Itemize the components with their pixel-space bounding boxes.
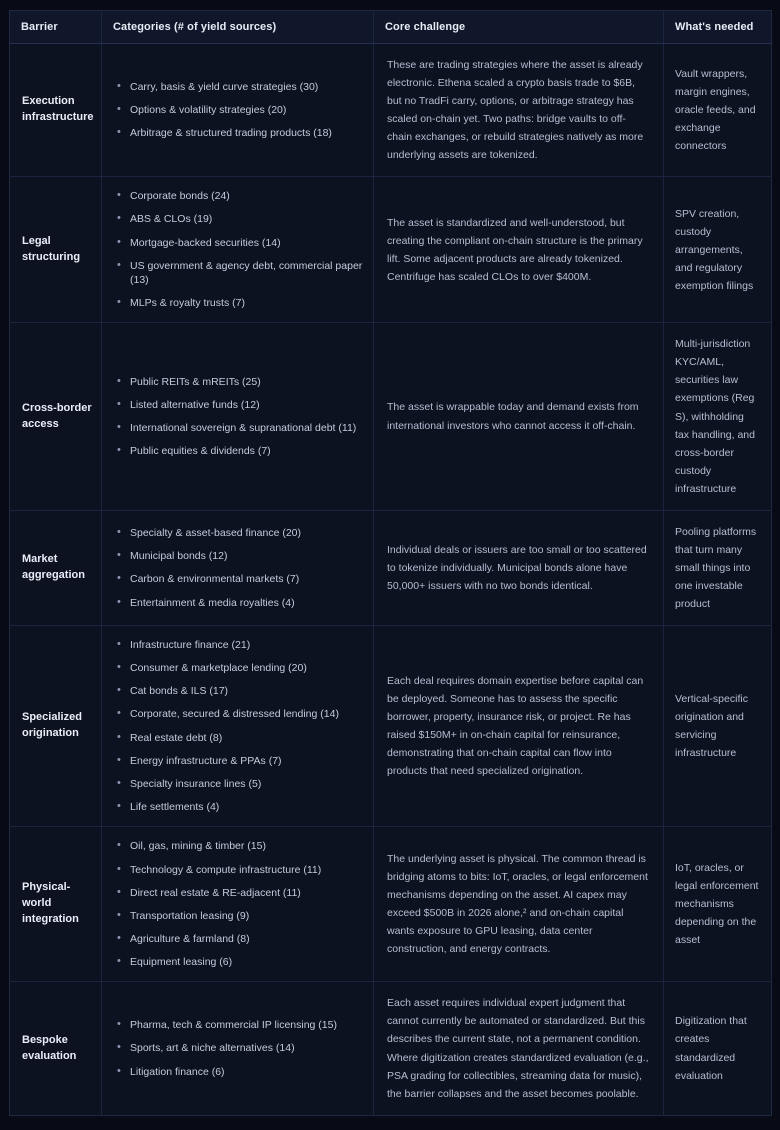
column-header-barrier: Barrier (10, 11, 102, 44)
table-row (10, 510, 772, 625)
cell-categories (102, 510, 374, 625)
list-item: • US government & agency debt, commercial paper (13) (130, 259, 363, 287)
table-row (10, 982, 772, 1115)
list-item: • Sports, art & niche alternatives (14) (130, 1041, 363, 1055)
list-item: • Carry, basis & yield curve strategies (30) (130, 80, 363, 94)
barriers-matrix-table (9, 10, 772, 1116)
cell-core-challenge: The underlying asset is physical. The common thread is bridging atoms to bits: IoT, oracles, or legal enforcement mechanisms depending on the asset. AI capex may exceed $500B in 2026 alone,² and on-chain capital wants exposure to GPU leasing, data center construction, and energy contracts. (374, 827, 664, 982)
table-header-row (10, 11, 772, 44)
list-item: • Litigation finance (6) (130, 1065, 363, 1079)
cell-barrier: Bespoke evaluation (10, 982, 102, 1115)
list-item: • Mortgage-backed securities (14) (130, 236, 363, 250)
category-list (108, 1018, 363, 1079)
list-item: • Oil, gas, mining & timber (15) (130, 839, 363, 853)
column-header-whats-needed: What's needed (664, 11, 772, 44)
cell-barrier: Execution infrastructure (10, 44, 102, 177)
list-item: • ABS & CLOs (19) (130, 212, 363, 226)
cell-barrier: Market aggregation (10, 510, 102, 625)
cell-core-challenge: The asset is wrappable today and demand exists from international investors who cannot access it off-chain. (374, 323, 664, 510)
column-header-core-challenge: Core challenge (374, 11, 664, 44)
cell-core-challenge: Individual deals or issuers are too small or too scattered to tokenize individually. Municipal bonds alone have 50,000+ issuers with no two bonds identical. (374, 510, 664, 625)
cell-whats-needed: IoT, oracles, or legal enforcement mechanisms depending on the asset (664, 827, 772, 982)
list-item: • Public REITs & mREITs (25) (130, 375, 363, 389)
cell-categories (102, 44, 374, 177)
category-list (108, 638, 363, 814)
cell-whats-needed: Pooling platforms that turn many small things into one investable product (664, 510, 772, 625)
list-item: • Pharma, tech & commercial IP licensing (15) (130, 1018, 363, 1032)
cell-whats-needed: Digitization that creates standardized evaluation (664, 982, 772, 1115)
list-item: • Options & volatility strategies (20) (130, 103, 363, 117)
category-list (108, 189, 363, 310)
cell-barrier: Cross-border access (10, 323, 102, 510)
cell-categories (102, 625, 374, 826)
list-item: • Life settlements (4) (130, 800, 363, 814)
list-item: • Equipment leasing (6) (130, 955, 363, 969)
cell-core-challenge: The asset is standardized and well-understood, but creating the compliant on-chain structure is the primary lift. Some adjacent products are already tokenized. Centrifuge has scaled CLOs to over $400M. (374, 177, 664, 323)
list-item: • Listed alternative funds (12) (130, 398, 363, 412)
category-list (108, 526, 363, 610)
cell-categories (102, 982, 374, 1115)
list-item: • Specialty & asset-based finance (20) (130, 526, 363, 540)
list-item: • Energy infrastructure & PPAs (7) (130, 754, 363, 768)
list-item: • Specialty insurance lines (5) (130, 777, 363, 791)
table-body (10, 44, 772, 1116)
category-list (108, 839, 363, 969)
list-item: • Entertainment & media royalties (4) (130, 596, 363, 610)
cell-categories (102, 323, 374, 510)
category-list (108, 375, 363, 459)
cell-barrier: Legal structuring (10, 177, 102, 323)
cell-barrier: Physical-world integration (10, 827, 102, 982)
list-item: • Cat bonds & ILS (17) (130, 684, 363, 698)
cell-core-challenge: Each asset requires individual expert judgment that cannot currently be automated or standardized. But this describes the current state, not a permanent condition. Where digitization creates standardized evaluation (e.g., PSA grading for collectibles, streaming data for music), the barrier collapses and the asset becomes poolable. (374, 982, 664, 1115)
cell-whats-needed: Multi-jurisdiction KYC/AML, securities law exemptions (Reg S), withholding tax handling, and cross-border custody infrastructure (664, 323, 772, 510)
list-item: • International sovereign & supranational debt (11) (130, 421, 363, 435)
cell-core-challenge: Each deal requires domain expertise before capital can be deployed. Someone has to assess the specific borrower, property, insurance risk, or project. Re has raised $150M+ in on-chain capital for reinsurance, demonstrating that on-chain capital can flow into products that need specialized origination. (374, 625, 664, 826)
table-row (10, 827, 772, 982)
list-item: • Direct real estate & RE-adjacent (11) (130, 886, 363, 900)
table-row (10, 44, 772, 177)
table-row (10, 323, 772, 510)
list-item: • Technology & compute infrastructure (11) (130, 863, 363, 877)
cell-barrier: Specialized origination (10, 625, 102, 826)
cell-core-challenge: These are trading strategies where the asset is already electronic. Ethena scaled a crypto basis trade to $6B, but no TradFi carry, options, or arbitrage strategy has scaled on-chain yet. Two paths: bridge vaults to off-chain exchanges, or rebuild strategies natively as more underlying assets are tokenized. (374, 44, 664, 177)
list-item: • Consumer & marketplace lending (20) (130, 661, 363, 675)
list-item: • MLPs & royalty trusts (7) (130, 296, 363, 310)
cell-whats-needed: Vault wrappers, margin engines, oracle feeds, and exchange connectors (664, 44, 772, 177)
table-header (10, 11, 772, 44)
cell-whats-needed: SPV creation, custody arrangements, and regulatory exemption filings (664, 177, 772, 323)
list-item: • Real estate debt (8) (130, 731, 363, 745)
list-item: • Public equities & dividends (7) (130, 444, 363, 458)
list-item: • Corporate, secured & distressed lending (14) (130, 707, 363, 721)
table-row (10, 177, 772, 323)
cell-categories (102, 177, 374, 323)
list-item: • Agriculture & farmland (8) (130, 932, 363, 946)
table-row (10, 625, 772, 826)
list-item: • Infrastructure finance (21) (130, 638, 363, 652)
list-item: • Municipal bonds (12) (130, 549, 363, 563)
list-item: • Carbon & environmental markets (7) (130, 572, 363, 586)
column-header-categories: Categories (# of yield sources) (102, 11, 374, 44)
category-list (108, 80, 363, 141)
list-item: • Transportation leasing (9) (130, 909, 363, 923)
cell-whats-needed: Vertical-specific origination and servicing infrastructure (664, 625, 772, 826)
cell-categories (102, 827, 374, 982)
list-item: • Arbitrage & structured trading products (18) (130, 126, 363, 140)
list-item: • Corporate bonds (24) (130, 189, 363, 203)
